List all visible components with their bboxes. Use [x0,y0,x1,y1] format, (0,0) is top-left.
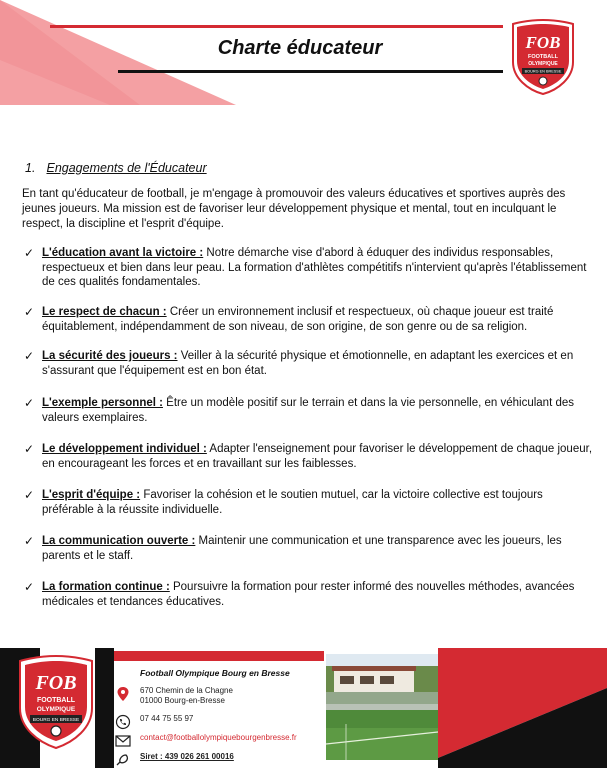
logo-top-line2: OLYMPIQUE [528,61,558,67]
item-title: L'esprit d'équipe : [42,489,141,501]
check-icon: ✓ [24,396,35,410]
page-title: Charte éducateur [217,37,383,59]
logo-bottom-brand: FOB [35,672,77,694]
item-text: Notre démarche vise d'abord à éduquer des individus responsables, respectueux et bien dans leur peau. La formation d'athlètes compétitifs n'intervient qu'après l'établissement de ces qualités fondamentales. [42,247,587,288]
check-icon: ✓ [24,488,35,502]
logo-bottom-line1: FOOTBALL [36,697,76,704]
list-item [20,246,595,290]
logo-top-brand: FOB [525,33,561,52]
logo-bottom-line3: BOURG EN BRESSE [32,718,80,723]
stamp-icon [114,752,132,768]
address-line-2: 01000 Bourg-en-Bresse [140,696,225,705]
item-text: Poursuivre la formation pour rester informé des nouvelles méthodes, avancées médicales et tendances éducatives. [42,581,575,608]
list-item [20,580,595,609]
section-title: Engagements de l'Éducateur [46,161,207,175]
item-text: Veiller à la sécurité physique et émotionnelle, en adaptant les exercices et en s'assurant que l'équipement est en bon état. [42,350,574,377]
logo-bottom-line2: OLYMPIQUE [36,706,76,713]
list-item [20,349,595,378]
club-house-photo [326,654,438,760]
org-name: Football Olympique Bourg en Bresse [140,668,290,678]
item-title: La communication ouverte : [42,535,196,547]
list-item [20,534,595,563]
check-icon: ✓ [24,305,35,319]
logo-top-line3: BOURG EN BRESSE [524,69,562,74]
item-text: Maintenir une communication et une transparence avec les joueurs, les parents et le staff. [42,535,562,562]
email-link[interactable]: contact@footballolympiquebourgenbresse.fr [140,733,297,742]
header-red-rule [50,25,503,28]
item-text: Favoriser la cohésion et le soutien mutuel, car la victoire collective est toujours préférable à la réussite individuelle. [42,489,543,516]
mail-icon [114,733,132,749]
phone-number[interactable]: 07 44 75 55 97 [140,714,194,723]
check-icon: ✓ [24,246,35,260]
item-title: L'éducation avant la victoire : [42,247,204,259]
check-icon: ✓ [24,349,35,363]
section-heading [25,161,207,175]
location-pin-icon [114,686,132,702]
item-title: La formation continue : [42,581,170,593]
logo-top-line1: FOOTBALL [528,54,558,60]
section-number: 1. [25,161,36,175]
item-title: La sécurité des joueurs : [42,350,178,362]
list-item [20,305,595,334]
list-item [20,488,595,517]
item-title: Le développement individuel : [42,443,207,455]
list-item [20,396,595,425]
footer-corner-shape [438,648,607,768]
item-text: Adapter l'enseignement pour favoriser le développement de chaque joueur, en encourageant les forces et en travaillant sur les faiblesses. [42,443,593,470]
item-text: Créer un environnement inclusif et respectueux, où chaque joueur est traité équitablement, indépendamment de son niveau, de son origine, de son genre ou de sa religion. [42,306,554,333]
footer [0,648,607,768]
siret-number: Siret : 439 026 261 00016 [140,752,234,761]
item-title: L'exemple personnel : [42,397,163,409]
item-text: Être un modèle positif sur le terrain et dans la vie personnelle, en véhiculant des valeurs exemplaires. [42,397,575,424]
check-icon: ✓ [24,580,35,594]
header-black-rule [118,70,503,73]
check-icon: ✓ [24,534,35,548]
item-title: Le respect de chacun : [42,306,167,318]
footer-red-strip [114,651,324,661]
list-item [20,442,595,471]
intro-paragraph: En tant qu'éducateur de football, je m'engage à promouvoir des valeurs éducatives et sportives auprès des jeunes joueurs. Ma mission est de favoriser leur développement physique et mental, tout en inculquant le respect, la discipline et l'esprit d'équipe. [22,188,566,230]
club-logo-bottom [16,654,96,750]
club-logo-top [510,18,576,96]
phone-icon [114,714,132,730]
address-line-1: 670 Chemin de la Chagne [140,686,233,695]
check-icon: ✓ [24,442,35,456]
